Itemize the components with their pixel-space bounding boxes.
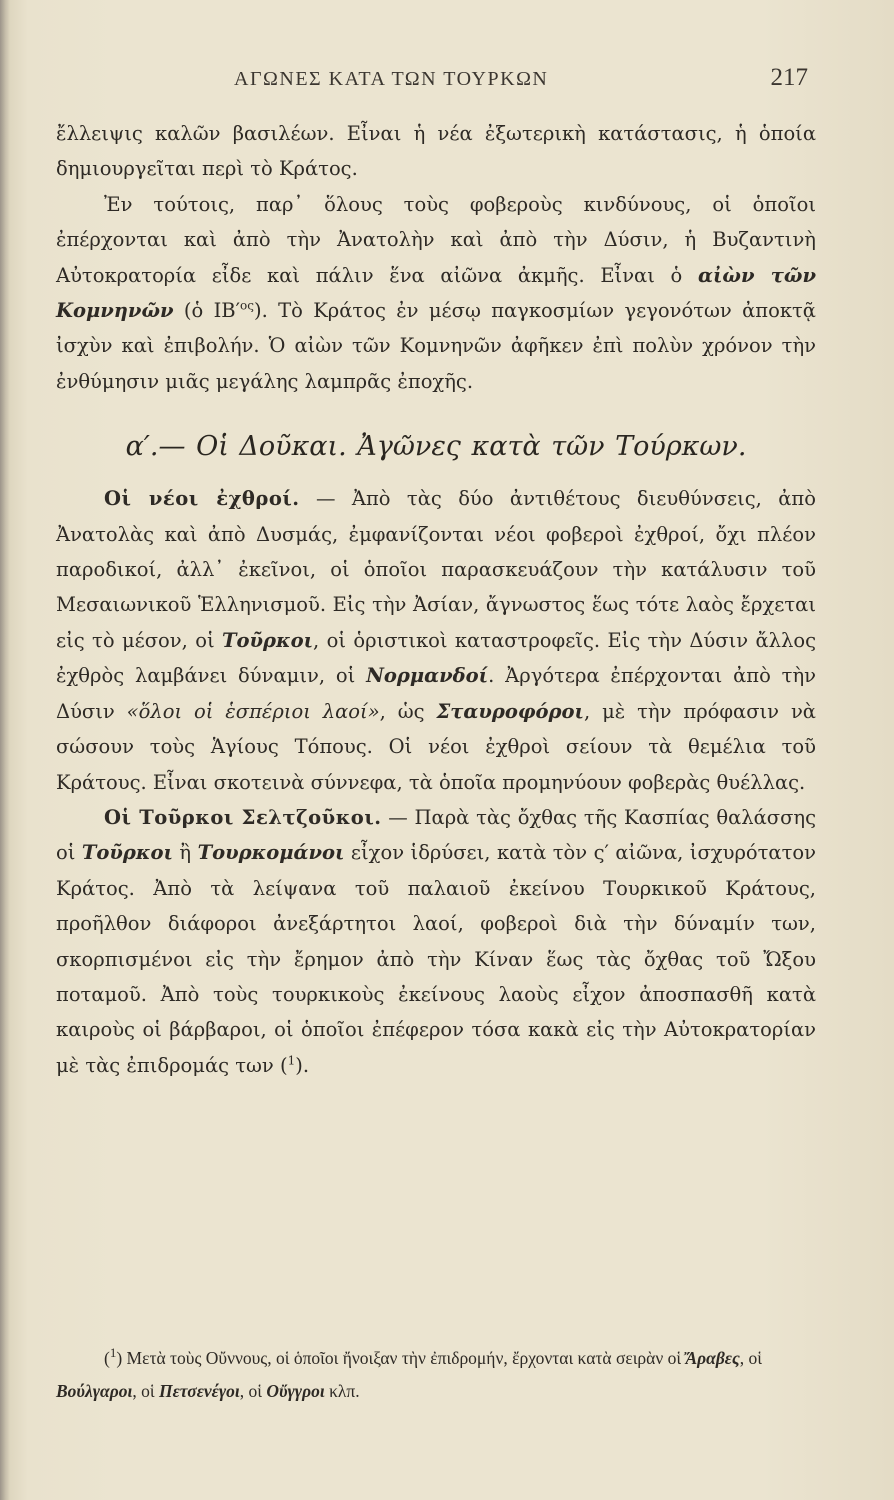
footnote-text-d: , οἱ (239, 1381, 267, 1401)
page-header (56, 62, 816, 102)
page-number: 217 (770, 64, 808, 91)
footnote-emphasis-bulgars: Βούλγαροι (56, 1381, 133, 1401)
paragraph-3-text-b: , οἱ ὁριστικοὶ καταστροφεῖς. Εἰς τὴν Δύσιν ἄλλος ἐχθρὸς λαμβάνει δύναμιν, οἱ (56, 628, 816, 688)
footnote-emphasis-arabs: Ἄραβες (685, 1348, 740, 1368)
paragraph-3-text-a: — Ἀπὸ τὰς δύο ἀντιθέτους διευθύνσεις, ἀπὸ Ἀνατολὰς καὶ ἀπὸ Δυσμάς, ἐμφανίζονται νέοι φοβεροὶ ἐχθροί, ὄχι πλέον παροδικοί, ἀλλ᾽ ἐκεῖνοι, οἱ ὁποῖοι παρασκευάζουν τὴν κατάλυσιν τοῦ Μεσαιωνικοῦ Ἑλληνισμοῦ. Εἰς τὴν Ἀσίαν, ἄγνωστος ἕως τότε λαὸς ἔρχεται εἰς τὸ μέσον, οἱ (56, 487, 816, 652)
footnote-text-b: , οἱ (739, 1348, 762, 1368)
section-title: α′.— Οἱ Δοῦκαι. Ἀγῶνες κατὰ τῶν Τούρκων. (125, 431, 747, 463)
paragraph-4-text-b: ἢ (172, 841, 198, 865)
paragraph-3-text-d: , ὡς (379, 699, 437, 723)
paragraph-3-emphasis-turks: Τοῦρκοι (221, 628, 314, 652)
footnote-text-e: κλπ. (324, 1381, 360, 1401)
paragraph-4-text-d: ). (295, 1053, 310, 1077)
paragraph-4-run-in-heading: Οἱ Τοῦρκοι Σελτζοῦκοι. (104, 805, 382, 829)
paragraph-2-emphasis: αἰὼν τῶν Κομνηνῶν (56, 263, 817, 323)
paragraph-1-text: ἔλλειψις καλῶν βασιλέων. Εἶναι ἡ νέα ἐξωτερικὴ κατάστασις, ἡ ὁποία δημιουργεῖται περὶ τὸ Κράτος. (56, 122, 816, 181)
paragraph-2-text-b: (ὁ ΙΒ′ (173, 299, 241, 323)
footnote-text-a: Μετὰ τοὺς Οὔννους, οἱ ὁποῖοι ἤνοιξαν τὴν ἐπιδρομήν, ἔρχονται κατὰ σειρὰν οἱ (122, 1348, 686, 1368)
footnote-emphasis-pechenegs: Πετσενέγοι (158, 1381, 240, 1401)
footnote-mark: 1 (109, 1345, 117, 1361)
paragraph-4-text-a: — Παρὰ τὰς ὄχθας τῆς Κασπίας θαλάσσης οἱ (56, 805, 816, 865)
footnote-emphasis-hungarians: Οὔγγροι (266, 1381, 325, 1401)
paragraph-4-emphasis-turks: Τοῦρκοι (81, 841, 173, 865)
book-spine-shadow (0, 0, 10, 1500)
paragraph-4-emphasis-turkomans: Τουρκομάνοι (197, 841, 345, 865)
paragraph-2-text-a: Ἐν τούτοις, παρ᾽ ὅλους τοὺς φοβεροὺς κινδύνους, οἱ ὁποῖοι ἐπέρχονται καὶ ἀπὸ τὴν Ἀνατολὴν καὶ ἀπὸ τὴν Δύσιν, ἡ Βυζαντινὴ Αὐτοκρατορία εἶδε καὶ πάλιν ἕνα αἰῶνα ἀκμῆς. Εἶναι ὁ (56, 192, 816, 287)
paragraph-3-text-e: , μὲ τὴν πρόφασιν νὰ σώσουν τοὺς Ἁγίους Τόπους. Οἱ νέοι ἐχθροὶ σείουν τὰ θεμέλια τοῦ Κράτους. Εἶναι σκοτεινὰ σύννεφα, τὰ ὁποῖα προμηνύουν φοβερὰς θυέλλας. (56, 699, 816, 794)
footnote-text: ($^1$) Μετὰ τοὺς Οὔννους, οἱ ὁποῖοι ἤνοιξαν τὴν ἐπιδρομήν, ἔρχονται κατὰ σειρὰν οἱ Ἄραβες, οἱ Βούλγαροι, οἱ Πετσενέγοι, οἱ Οὔγγροι κλπ. (56, 1345, 762, 1401)
body-text (56, 116, 816, 1083)
paragraph-3-text-c: . Ἀργότερα ἐπέρχονται ἀπὸ τὴν Δύσιν (56, 664, 816, 723)
footnote-reference: 1 (287, 1053, 296, 1068)
paragraph-4 (56, 800, 816, 1083)
paragraph-1 (56, 116, 816, 187)
paragraph-2-superscript: ος (240, 298, 254, 313)
footnote-text-c: , οἱ (132, 1381, 159, 1401)
paragraph-3-run-in-heading: Οἱ νέοι ἐχθροί. (104, 487, 300, 511)
paragraph-2-text-c: ). Τὸ Κράτος ἐν μέσῳ παγκοσμίων γεγονότων ἀποκτᾷ ἰσχὺν καὶ ἐπιβολήν. Ὁ αἰὼν τῶν Κομνηνῶν ἀφῆκεν ἐπὶ πολὺν χρόνον τὴν ἐνθύμησιν μιᾶς μεγάλης λαμπρᾶς ἐποχῆς. (56, 299, 816, 393)
paragraph-4-text-c: εἶχον ἱδρύσει, κατὰ τὸν ς′ αἰῶνα, ἰσχυρότατον Κράτος. Ἀπὸ τὰ λείψανα τοῦ παλαιοῦ ἐκείνου Τουρκικοῦ Κράτους, προῆλθον διάφοροι ἀνεξάρτητοι λαοί, φοβεροὶ διὰ τὴν δύναμίν των, σκορπισμένοι εἰς τὴν ἔρημον ἀπὸ τὴν Κίναν ἕως τὰς ὄχθας τοῦ Ὤξου ποταμοῦ. Ἀπὸ τοὺς τουρκικοὺς ἐκείνους λαοὺς εἶχον ἀποσπασθῆ κατὰ καιροὺς οἱ βάρβαροι, οἱ ὁποῖοι ἐπέφερον τόσα κακὰ εἰς τὴν Αὐτοκρατορίαν μὲ τὰς ἐπιδρομάς των ( (56, 841, 816, 1077)
running-head: ΑΓΩΝΕΣ ΚΑΤΑ ΤΩΝ ΤΟΥΡΚΩΝ (234, 68, 549, 90)
paragraph-3-emphasis-normans: Νορμανδοί (366, 664, 489, 688)
paragraph-2 (56, 187, 816, 399)
footnote (56, 1342, 816, 1408)
paragraph-3-emphasis-crusaders: Σταυροφόροι (436, 699, 584, 723)
paragraph-3-quote: «ὅλοι οἱ ἑσπέριοι λαοί» (126, 699, 380, 723)
paragraph-3 (56, 481, 816, 800)
